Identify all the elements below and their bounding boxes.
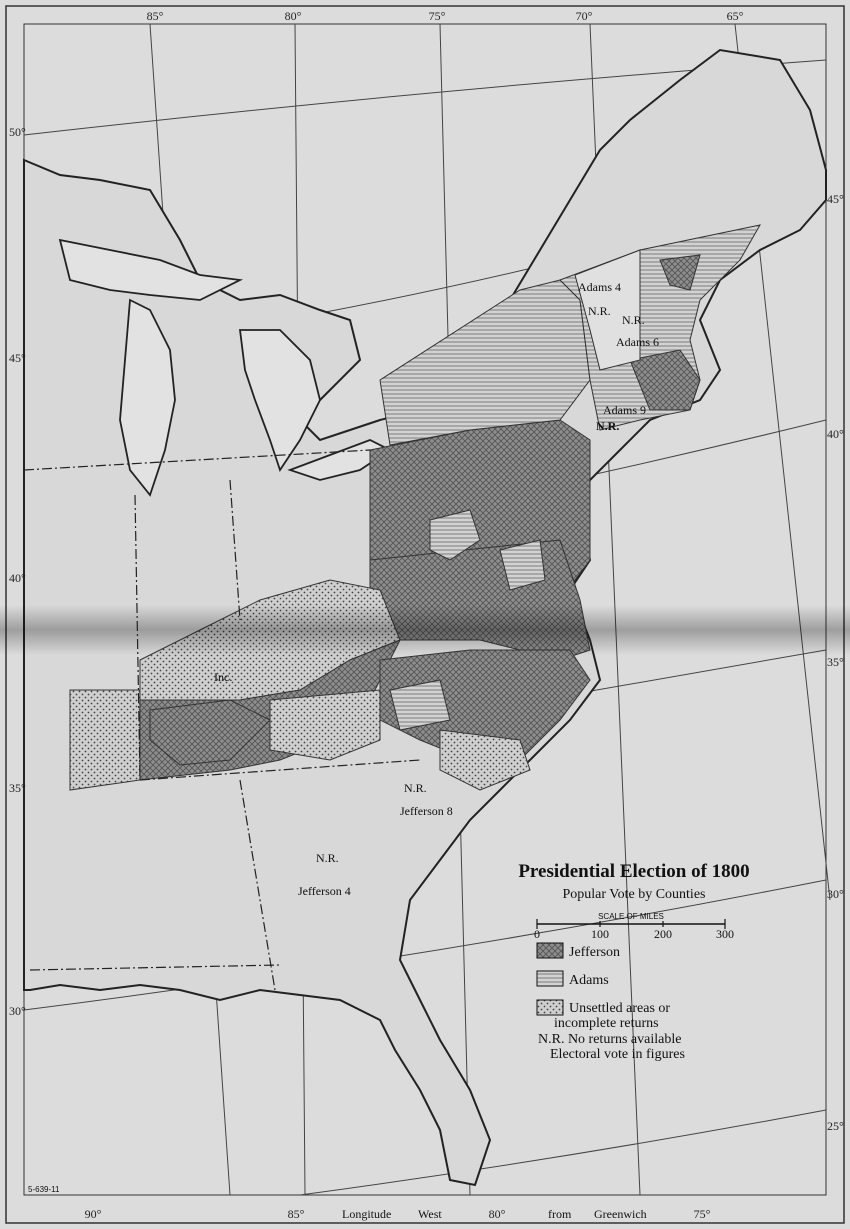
lon-bottom-90: 90° — [84, 1207, 102, 1221]
lon-top-80: 80° — [284, 9, 302, 23]
lat-left-45: 45° — [9, 351, 26, 365]
legend-swatch-adams — [537, 971, 563, 986]
lat-left-30: 30° — [9, 1004, 26, 1018]
label-vermont-adams: Adams 4 — [578, 280, 621, 294]
legend-swatch-unsettled — [537, 1000, 563, 1015]
caption-west: West — [418, 1207, 442, 1221]
fold-crease — [0, 605, 850, 655]
label-sc-nr: N.R. — [404, 781, 427, 795]
caption-greenwich: Greenwich — [594, 1207, 647, 1221]
scale-tick-200: 200 — [654, 927, 672, 941]
scale-tick-0: 0 — [534, 927, 540, 941]
lon-top-65: 65° — [726, 9, 744, 23]
legend-label-jefferson: Jefferson — [569, 945, 621, 960]
caption-longitude: Longitude — [342, 1207, 392, 1221]
label-ct-adams: Adams 9 — [603, 403, 646, 417]
note-no-returns: N.R. No returns available — [538, 1032, 682, 1047]
label-vermont-nr: N.R. — [588, 304, 611, 318]
lat-left-35: 35° — [9, 781, 26, 795]
label-sc-jefferson: Jefferson 8 — [400, 804, 453, 818]
lat-right-30: 30° — [827, 887, 844, 901]
lat-right-40: 40° — [827, 427, 844, 441]
lat-right-25: 25° — [827, 1119, 844, 1133]
label-nh-nr: N.R. — [622, 313, 645, 327]
caption-from: from — [548, 1207, 572, 1221]
lon-bottom-75: 75° — [693, 1207, 711, 1221]
legend-swatch-jefferson — [537, 943, 563, 958]
note-electoral: Electoral vote in figures — [550, 1047, 685, 1062]
lon-bottom-80: 80° — [488, 1207, 506, 1221]
legend-label-unsettled-2: incomplete returns — [554, 1016, 659, 1031]
lon-top-75: 75° — [428, 9, 446, 23]
scale-tick-100: 100 — [591, 927, 609, 941]
scale-tick-300: 300 — [716, 927, 734, 941]
lon-bottom-85: 85° — [287, 1207, 305, 1221]
label-ct-nr: N.R. — [596, 419, 620, 433]
lat-left-40: 40° — [9, 571, 26, 585]
lat-right-45: 45° — [827, 192, 844, 206]
map-subtitle: Popular Vote by Counties — [562, 887, 706, 902]
lat-left-50: 50° — [9, 125, 26, 139]
label-ga-nr: N.R. — [316, 851, 339, 865]
lat-right-35: 35° — [827, 655, 844, 669]
label-ga-jefferson: Jefferson 4 — [298, 884, 351, 898]
lon-top-85: 85° — [146, 9, 164, 23]
legend-label-adams: Adams — [569, 973, 609, 988]
label-nh-adams: Adams 6 — [616, 335, 659, 349]
lon-top-70: 70° — [575, 9, 593, 23]
map-title: Presidential Election of 1800 — [518, 861, 750, 882]
legend-label-unsettled: Unsettled areas or — [569, 1001, 671, 1016]
plate-code: 5-639-11 — [28, 1185, 60, 1194]
label-kentucky-inc: Inc. — [214, 670, 233, 684]
scale-label: SCALE OF MILES — [598, 912, 664, 921]
